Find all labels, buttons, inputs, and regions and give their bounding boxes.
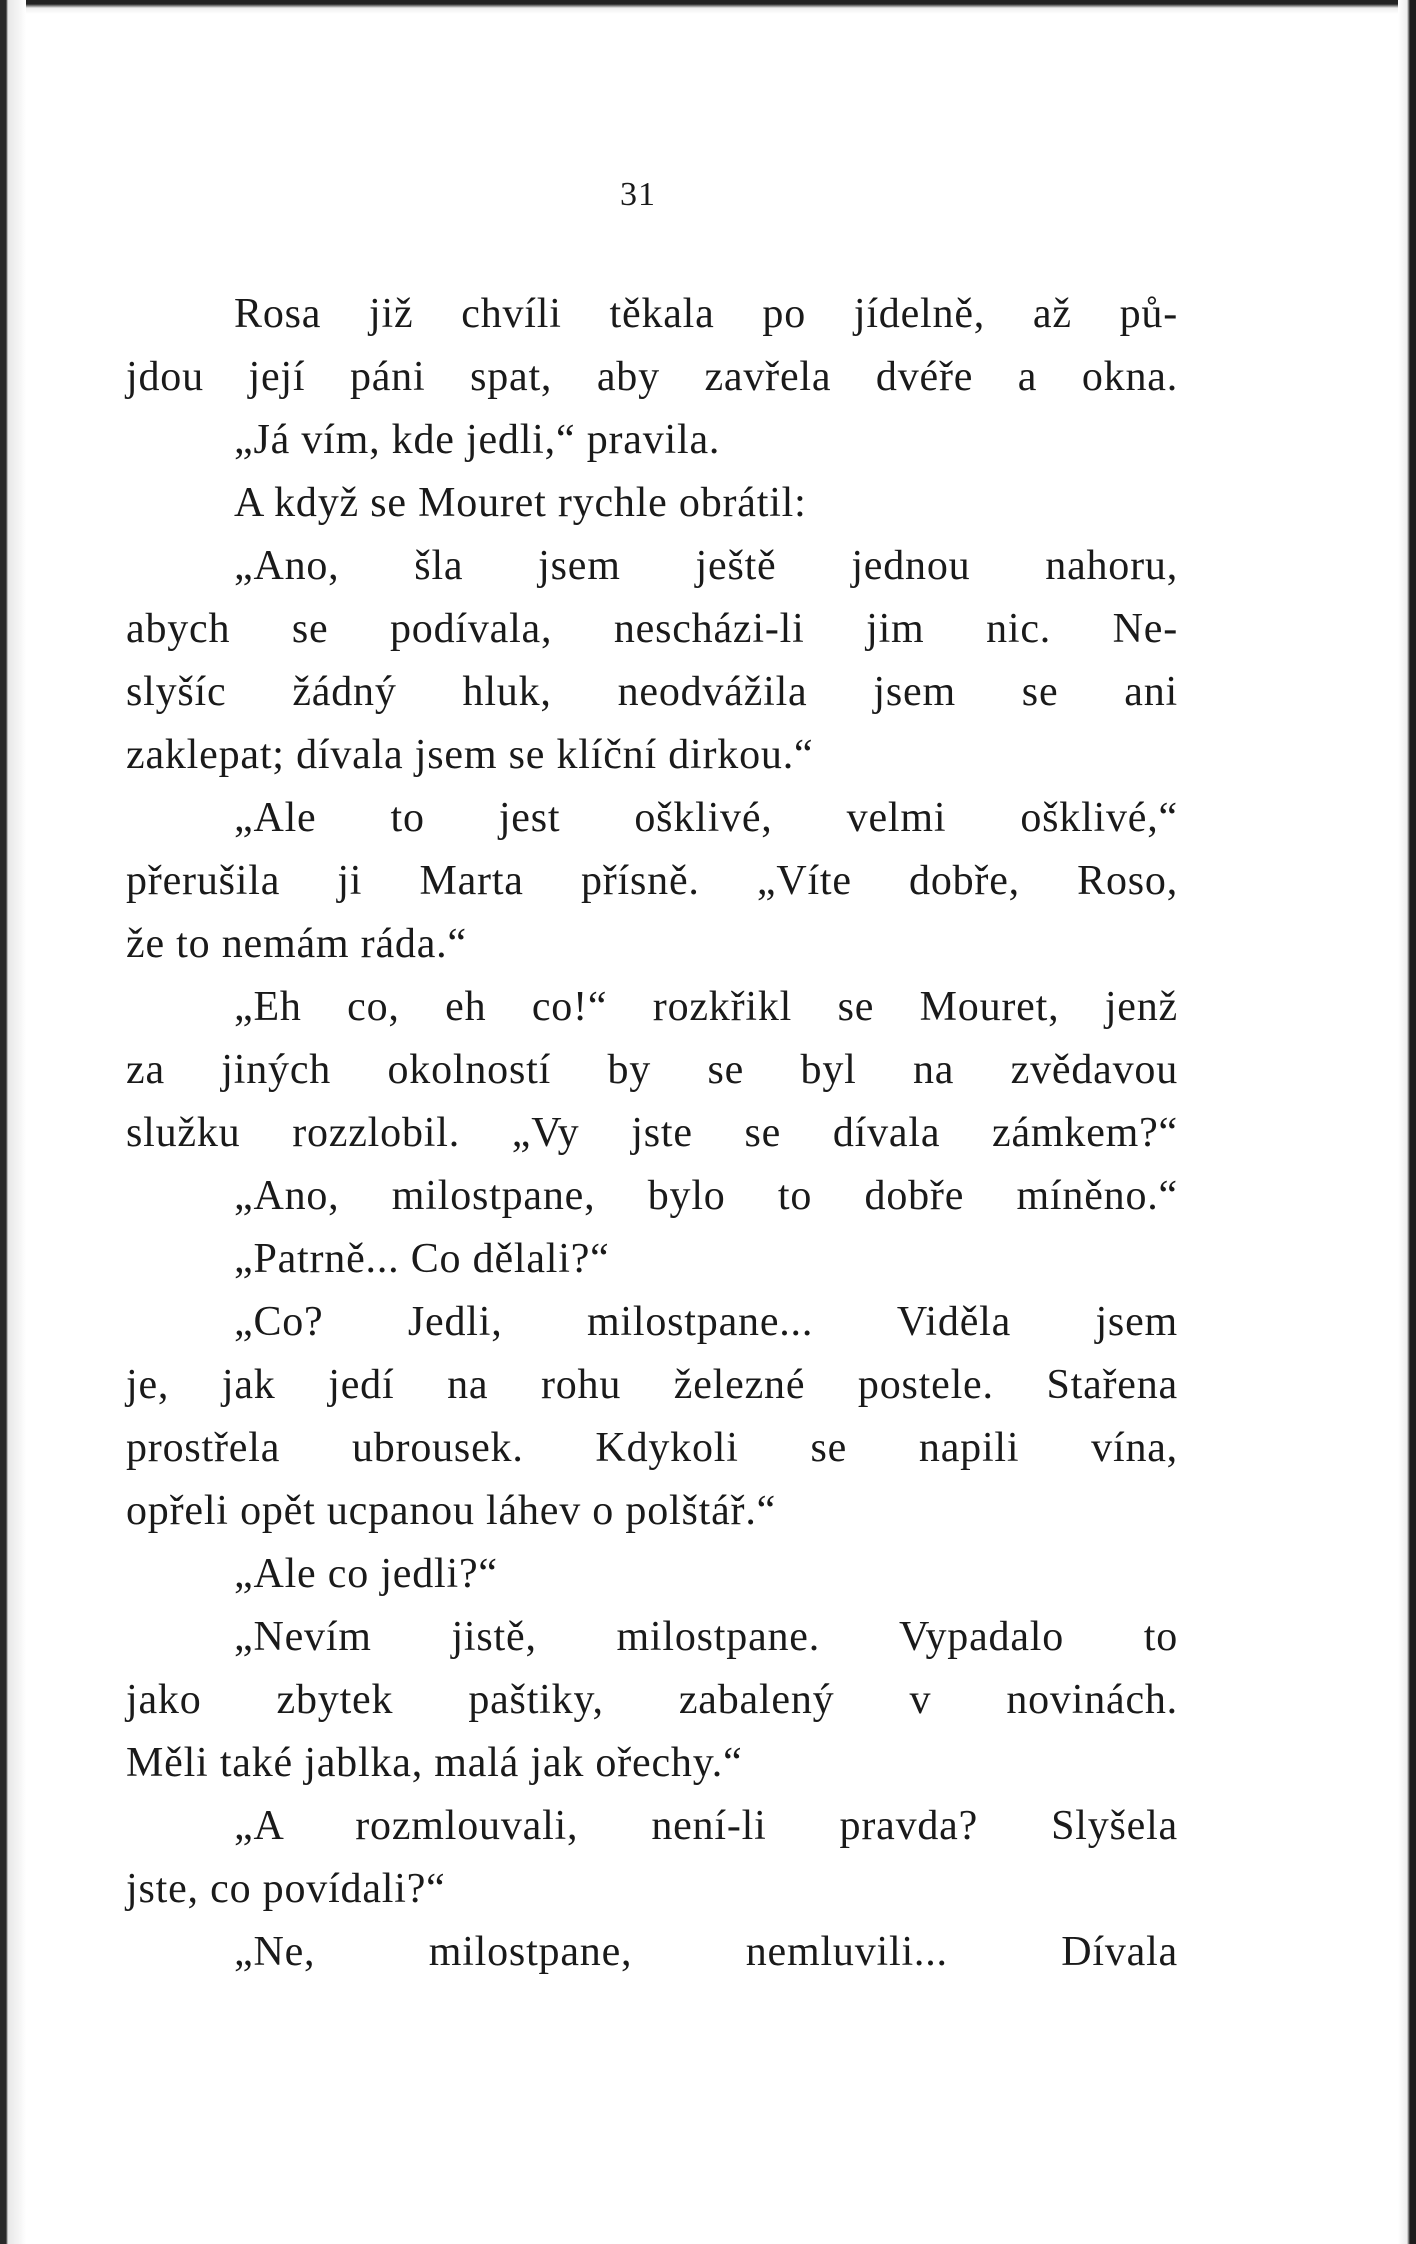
text-line: A když se Mouret rychle obrátil: — [234, 480, 807, 526]
text-line: „Ne, milostpane, nemluvili... Dívala — [234, 1929, 1178, 1975]
text-line: za jiných okolností by se byl na zvědavou — [126, 1047, 1178, 1093]
scan-border-right — [1398, 0, 1416, 2244]
text-line: opřeli opět ucpanou láhev o polštář.“ — [126, 1488, 777, 1534]
scan-border-top — [0, 0, 1416, 14]
text-line: jdou její páni spat, aby zavřela dvéře a okna. — [126, 354, 1178, 400]
text-line: „Patrně... Co dělali?“ — [234, 1236, 610, 1282]
text-line: přerušila ji Marta přísně. „Víte dobře, Roso, — [126, 858, 1178, 904]
text-line: Rosa již chvíli těkala po jídelně, až pů- — [234, 291, 1178, 337]
text-line: „Ale co jedli?“ — [234, 1551, 498, 1597]
text-line: abych se podívala, nescházi-li jim nic. Ne- — [126, 606, 1178, 652]
text-line: „Ano, milostpane, bylo to dobře míněno.“ — [234, 1173, 1178, 1219]
page-number: 31 — [620, 176, 656, 213]
text-line: „Ale to jest ošklivé, velmi ošklivé,“ — [234, 795, 1178, 841]
text-line: je, jak jedí na rohu železné postele. Stařena — [126, 1362, 1178, 1408]
text-line: slyšíc žádný hluk, neodvážila jsem se ani — [126, 669, 1178, 715]
text-line: „Já vím, kde jedli,“ pravila. — [234, 417, 721, 463]
text-line: jste, co povídali?“ — [126, 1866, 446, 1912]
text-line: „A rozmlouvali, není-li pravda? Slyšela — [234, 1803, 1178, 1849]
text-line: Měli také jablka, malá jak ořechy.“ — [126, 1740, 743, 1786]
text-line: „Nevím jistě, milostpane. Vypadalo to — [234, 1614, 1178, 1660]
text-line: „Co? Jedli, milostpane... Viděla jsem — [234, 1299, 1178, 1345]
body-text — [126, 283, 1178, 1984]
text-line: „Eh co, eh co!“ rozkřikl se Mouret, jenž — [234, 984, 1178, 1030]
scan-border-left — [0, 0, 26, 2244]
text-line: služku rozzlobil. „Vy jste se dívala zámkem?“ — [126, 1110, 1178, 1156]
text-line: že to nemám ráda.“ — [126, 921, 467, 967]
text-line: prostřela ubrousek. Kdykoli se napili vína, — [126, 1425, 1178, 1471]
text-line: „Ano, šla jsem ještě jednou nahoru, — [234, 543, 1178, 589]
text-line: jako zbytek paštiky, zabalený v novinách. — [126, 1677, 1178, 1723]
text-line: zaklepat; dívala jsem se klíční dirkou.“ — [126, 732, 814, 778]
